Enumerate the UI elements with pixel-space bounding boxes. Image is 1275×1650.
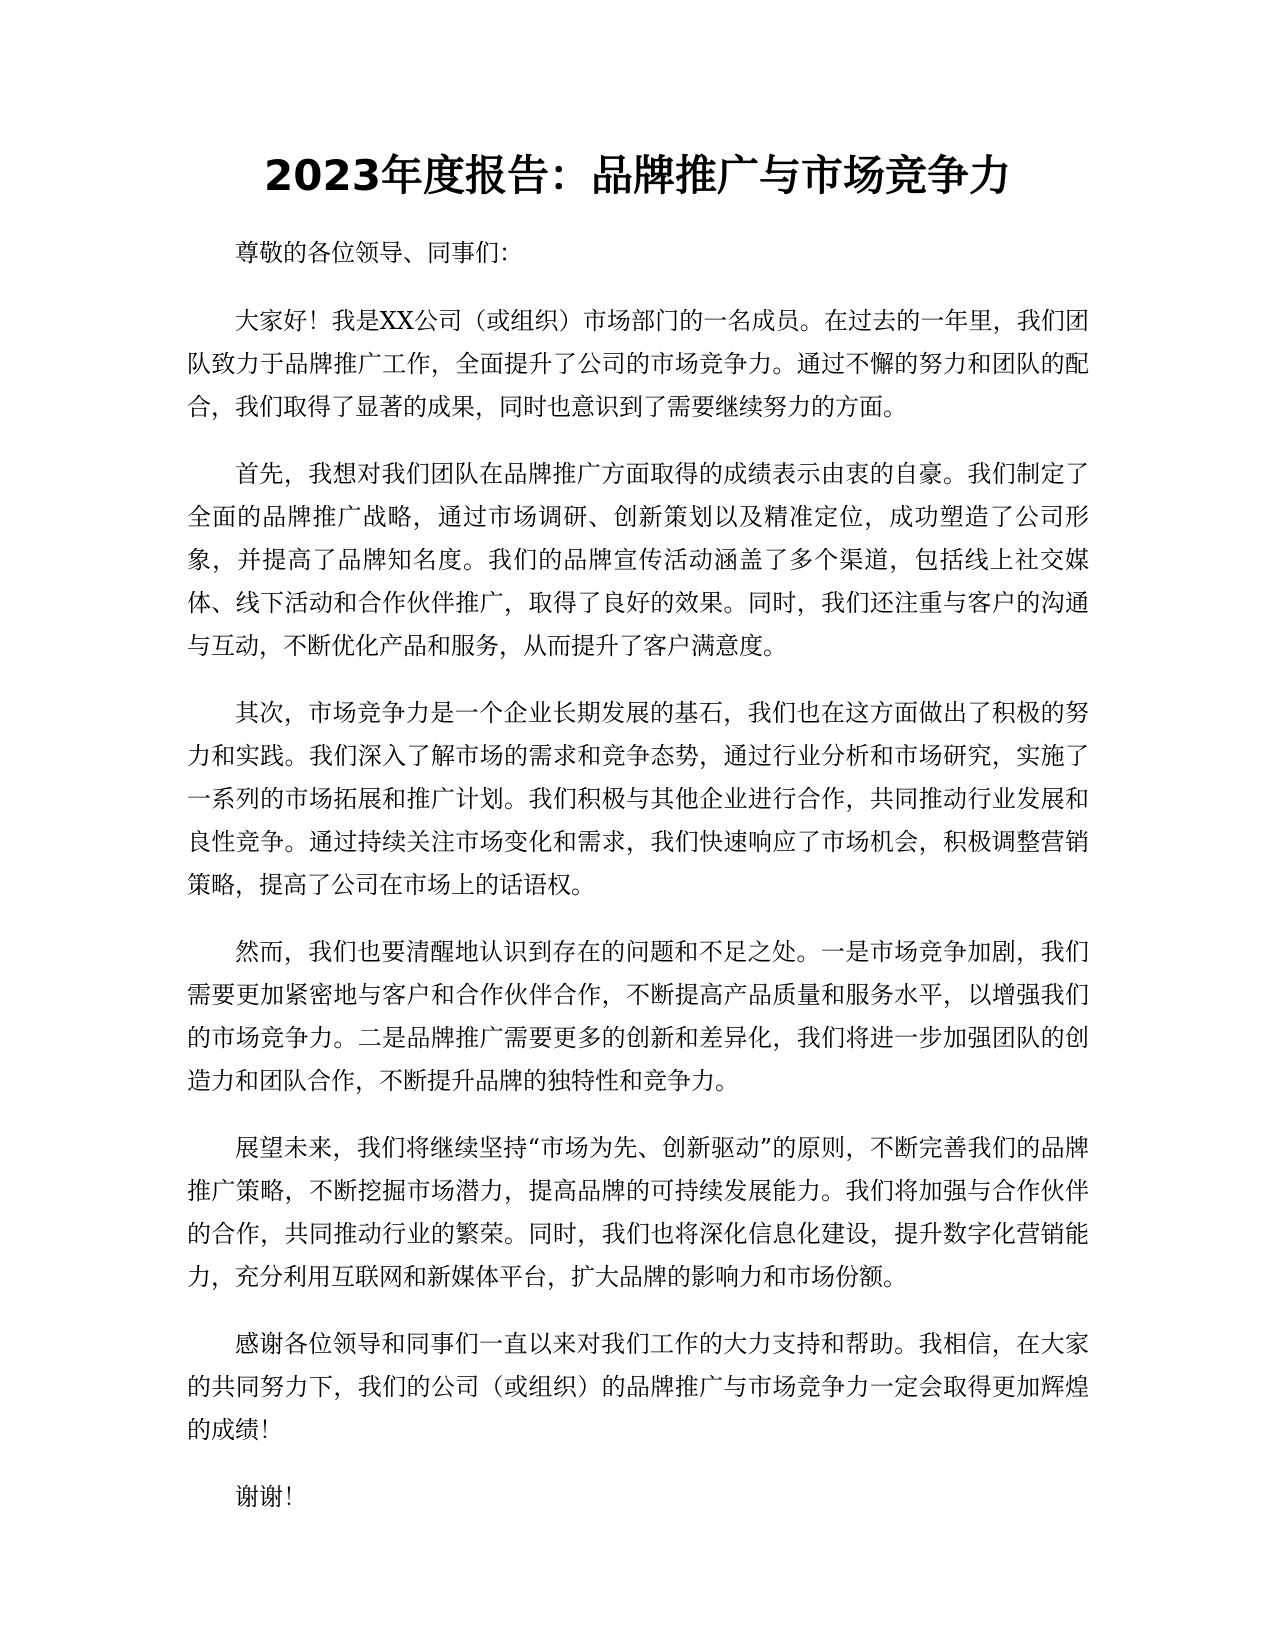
paragraph-thanks: 感谢各位领导和同事们一直以来对我们工作的大力支持和帮助。我相信，在大家的共同努力下，我们的公司（或组织）的品牌推广与市场竞争力一定会取得更加辉煌的成绩！ [187, 1330, 1089, 1444]
paragraph-intro: 大家好！我是XX公司（或组织）市场部门的一名成员。在过去的一年里，我们团队致力于品牌推广工作，全面提升了公司的市场竞争力。通过不懈的努力和团队的配合，我们取得了显著的成果，同时也意识到了需要继续努力的方面。 [187, 307, 1089, 421]
paragraph-brand-achievements: 首先，我想对我们团队在品牌推广方面取得的成绩表示由衷的自豪。我们制定了全面的品牌推广战略，通过市场调研、创新策划以及精准定位，成功塑造了公司形象，并提高了品牌知名度。我们的品牌宣传活动涵盖了多个渠道，包括线上社交媒体、线下活动和合作伙伴推广，取得了良好的效果。同时，我们还注重与客户的沟通与互动，不断优化产品和服务，从而提升了客户满意度。 [187, 460, 1089, 660]
paragraph-market-competitiveness: 其次，市场竞争力是一个企业长期发展的基石，我们也在这方面做出了积极的努力和实践。我们深入了解市场的需求和竞争态势，通过行业分析和市场研究，实施了一系列的市场拓展和推广计划。我们积极与其他企业进行合作，共同推动行业发展和良性竞争。通过持续关注市场变化和需求，我们快速响应了市场机会，积极调整营销策略，提高了公司在市场上的话语权。 [187, 699, 1089, 899]
salutation: 尊敬的各位领导、同事们： [235, 239, 523, 267]
paragraph-outlook: 展望未来，我们将继续坚持“市场为先、创新驱动”的原则，不断完善我们的品牌推广策略，不断挖掘市场潜力，提高品牌的可持续发展能力。我们将加强与合作伙伴的合作，共同推动行业的繁荣。同时，我们也将深化信息化建设，提升数字化营销能力，充分利用互联网和新媒体平台，扩大品牌的影响力和市场份额。 [187, 1134, 1089, 1291]
paragraph-problems: 然而，我们也要清醒地认识到存在的问题和不足之处。一是市场竞争加剧，我们需要更加紧密地与客户和合作伙伴合作，不断提高产品质量和服务水平，以增强我们的市场竞争力。二是品牌推广需要更多的创新和差异化，我们将进一步加强团队的创造力和团队合作，不断提升品牌的独特性和竞争力。 [187, 938, 1089, 1095]
document-body [187, 232, 1089, 1543]
document-title: 2023年度报告：品牌推广与市场竞争力 [264, 151, 1011, 200]
closing: 谢谢！ [235, 1483, 307, 1511]
